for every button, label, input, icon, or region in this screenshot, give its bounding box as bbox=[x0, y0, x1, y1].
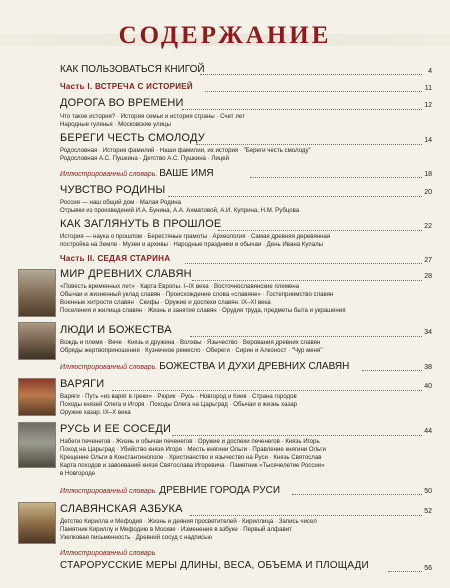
leader-line bbox=[190, 515, 422, 516]
page-number: 18 bbox=[424, 171, 432, 178]
page-number: 27 bbox=[424, 257, 432, 264]
toc-subtopics: «Повесть временных лет» · Карта Европы. I–IX века · Восточнославянские племена bbox=[60, 283, 300, 290]
leader-line bbox=[218, 230, 422, 231]
leader-line bbox=[185, 263, 422, 264]
leader-line bbox=[168, 196, 422, 197]
dict-label: Иллюстрированный словарь. bbox=[60, 171, 158, 178]
dict-title: ДРЕВНИЕ ГОРОДА РУСИ bbox=[159, 485, 281, 496]
page-number: 11 bbox=[424, 85, 432, 92]
toc-subtopics: Оружие хазар. IX–X века bbox=[60, 409, 131, 416]
toc-subtopics: Вождь и племя · Вече · Князь и дружина · Волхвы · Язычество · Верования древних славян bbox=[60, 339, 321, 346]
leader-line bbox=[200, 74, 422, 75]
toc-subtopics: Народные гулянья · Московские улицы bbox=[60, 121, 171, 128]
toc-subtopics: Набеги печенегов · Жизнь и обычаи печенегов · Оружие и доспехи печенегов · Князь Игорь bbox=[60, 438, 320, 445]
page-number: 40 bbox=[424, 383, 432, 390]
toc-subtopics: Родословная А.С. Пушкина · Детство А.С. Пушкина · Лицей bbox=[60, 155, 229, 162]
dict-title: БОЖЕСТВА И ДУХИ ДРЕВНИХ СЛАВЯН bbox=[159, 361, 350, 372]
page-number: 56 bbox=[424, 565, 432, 572]
leader-line bbox=[250, 177, 422, 178]
toc-slavs[interactable]: МИР ДРЕВНИХ СЛАВЯН bbox=[60, 268, 192, 280]
leader-line bbox=[205, 91, 422, 92]
leader-line bbox=[362, 370, 422, 371]
leader-line bbox=[192, 280, 422, 281]
page-number: 14 bbox=[424, 137, 432, 144]
leader-line bbox=[172, 435, 422, 436]
toc-how-to-use[interactable]: КАК ПОЛЬЗОВАТЬСЯ КНИГОЙ bbox=[60, 64, 205, 75]
toc-past[interactable]: КАК ЗАГЛЯНУТЬ В ПРОШЛОЕ bbox=[60, 218, 222, 230]
leader-line bbox=[196, 144, 422, 145]
toc-gods[interactable]: ЛЮДИ И БОЖЕСТВА bbox=[60, 324, 172, 336]
toc-subtopics: Детство Кирилла и Мефодия · Жизнь и деяния просветителей · Кириллица · Запись чисел bbox=[60, 518, 317, 525]
toc-subtopics: Поселения и жилища славян · Жизнь и занятия славян · Орудия труда, предметы быта и украшения bbox=[60, 307, 346, 314]
toc-subtopics: Отрывки из произведений И.А. Бунина, А.А. Ахматовой, А.И. Куприна, Н.М. Рубцова bbox=[60, 207, 300, 214]
page-number: 52 bbox=[424, 508, 432, 515]
toc-subtopics: Военные хитрости славян · Скифы · Оружие и доспехи славян. IX–XI века bbox=[60, 299, 271, 306]
page-number: 12 bbox=[424, 102, 432, 109]
toc-subtopics: Варяги · Путь «из варяг в греки» · Рюрик · Русь · Новгород и Киев · Страна городов bbox=[60, 393, 297, 400]
leader-line bbox=[292, 494, 422, 495]
toc-subtopics: Походы князей Олега и Игоря · Походы Олега на Царьград · Обычаи и жизнь хазар bbox=[60, 401, 297, 408]
toc-dict-measures[interactable]: СТАРОРУССКИЕ МЕРЫ ДЛИНЫ, ВЕСА, ОБЪЕМА И ПЛОЩАДИ bbox=[60, 560, 369, 571]
toc-subtopics: Узелковая письменность · Древний сосуд с надписью bbox=[60, 534, 212, 541]
page-number: 4 bbox=[428, 68, 432, 75]
toc-subtopics: Обычаи и жизненный уклад славян · Происхождение слова «славяне» · Гостеприимство славян bbox=[60, 291, 334, 298]
toc-subtopics: Обряды жертвоприношения · Кузнечное ремесло · Обереги · Сирин и Алконост · "Чур меня" bbox=[60, 347, 323, 354]
toc-motherland[interactable]: ЧУВСТВО РОДИНЫ bbox=[60, 184, 166, 196]
toc-subtopics: Родословная · История фамилий · Наши фамилии, их история · "Береги честь смолоду" bbox=[60, 147, 311, 154]
page-number: 38 bbox=[424, 364, 432, 371]
toc-dict-cities[interactable] bbox=[60, 485, 280, 496]
toc-road-in-time[interactable]: ДОРОГА ВО ВРЕМЕНИ bbox=[60, 97, 184, 109]
toc-honor[interactable]: БЕРЕГИ ЧЕСТЬ СМОЛОДУ bbox=[60, 132, 205, 144]
page-number: 34 bbox=[424, 329, 432, 336]
dict-label: Иллюстрированный словарь. bbox=[60, 488, 158, 495]
page-number: 28 bbox=[424, 273, 432, 280]
illustration-neighbors bbox=[18, 422, 56, 468]
page-number: 50 bbox=[424, 488, 432, 495]
dict-label: Иллюстрированный словарь. bbox=[60, 364, 158, 371]
leader-line bbox=[112, 390, 422, 391]
toc-subtopics: постройка на Земле · Музеи и архивы · Народные праздники и обычаи · День Ивана Купалы bbox=[60, 241, 324, 248]
illustration-varangians bbox=[18, 378, 56, 416]
illustration-alphabet bbox=[18, 502, 56, 544]
leader-line bbox=[190, 336, 422, 337]
dict-title: ВАШЕ ИМЯ bbox=[159, 168, 214, 179]
toc-subtopics: в Новгороде bbox=[60, 470, 96, 477]
toc-subtopics: Крещение Ольги в Константинополе · Христианство и язычество на Руси · Князь Святослав bbox=[60, 454, 322, 461]
page-number: 22 bbox=[424, 223, 432, 230]
part-1-title[interactable]: Часть I. ВСТРЕЧА С ИСТОРИЕЙ bbox=[60, 82, 193, 91]
toc-varangians[interactable]: ВАРЯГИ bbox=[60, 378, 105, 390]
page-number: 20 bbox=[424, 189, 432, 196]
toc-subtopics: Карта походов и завоеваний князя Святослава Игоревича · Памятник «Тысячелетие России» bbox=[60, 462, 325, 469]
toc-subtopics: История — наука о прошлом · Берестяные грамоты · Археология · Самая древняя деревянная bbox=[60, 233, 331, 240]
toc-dict-gods[interactable] bbox=[60, 361, 349, 372]
toc-alphabet[interactable]: СЛАВЯНСКАЯ АЗБУКА bbox=[60, 503, 183, 515]
leader-line bbox=[182, 109, 422, 110]
illustration-slavs bbox=[18, 269, 56, 317]
toc-dict-measures-label: Иллюстрированный словарь bbox=[60, 550, 156, 557]
page-title: СОДЕРЖАНИЕ bbox=[118, 22, 332, 49]
leader-line bbox=[388, 571, 422, 572]
toc-subtopics: Что такое история? · История семьи и история страны · Счет лет bbox=[60, 113, 245, 120]
page-number: 44 bbox=[424, 428, 432, 435]
part-2-title[interactable]: Часть II. СЕДАЯ СТАРИНА bbox=[60, 254, 171, 263]
toc-dict-name[interactable] bbox=[60, 168, 214, 179]
toc-subtopics: Россия — наш общий дом · Малая Родина bbox=[60, 199, 181, 206]
toc-subtopics: Памятник Кириллу и Мефодию в Москве · Изменения в азбуке · Первый алфавит bbox=[60, 526, 292, 533]
illustration-gods bbox=[18, 322, 56, 360]
toc-subtopics: Поход на Царьград · Убийство князя Игоря · Месть княгини Ольги · Правление княгини Ольги bbox=[60, 446, 326, 453]
toc-neighbors[interactable]: РУСЬ И ЕЕ СОСЕДИ bbox=[60, 423, 172, 435]
